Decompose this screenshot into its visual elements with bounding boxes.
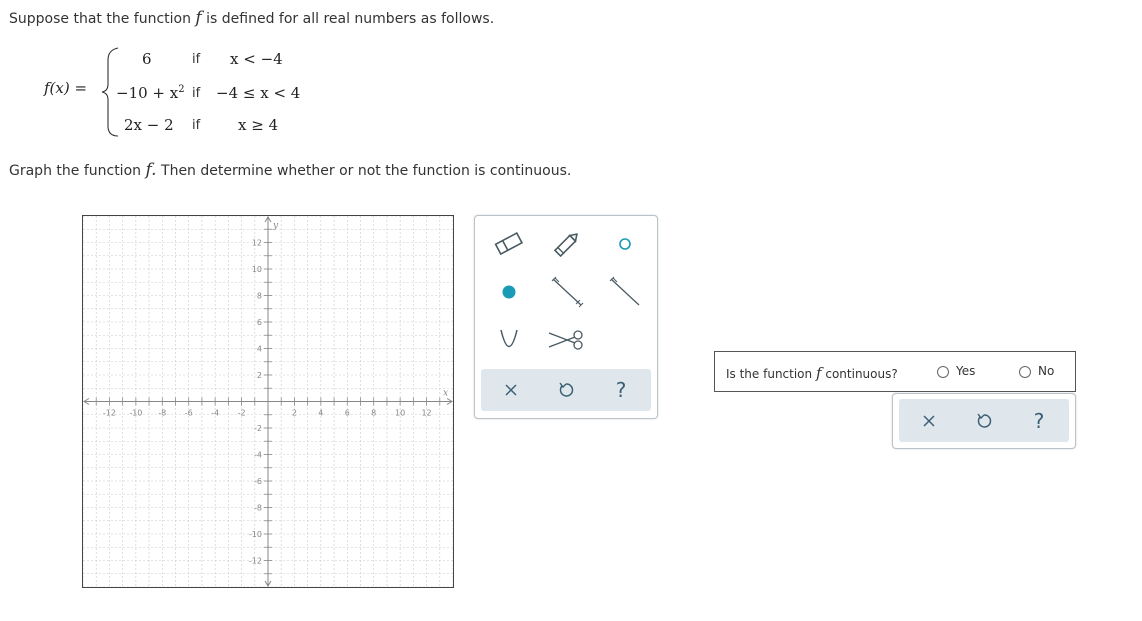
open-circle-icon [617,236,633,252]
closed-point-tool[interactable] [487,272,531,312]
ray-tool[interactable] [603,272,647,312]
line-segment-icon [549,275,585,309]
case-2-condition: −4 ≤ x < 4 [216,84,301,102]
pencil-icon [552,230,582,258]
continuity-toolbar [899,399,1069,442]
x-axis-label: x [443,388,449,399]
yes-radio[interactable] [937,366,949,378]
fx-label: f(x) = [44,79,88,97]
case-1-if: if [192,52,201,67]
close-icon [922,414,936,428]
continuity-clear-button[interactable] [901,399,957,442]
parabola-icon [497,327,521,353]
undo-icon [558,382,574,398]
continuity-undo-button[interactable] [956,399,1012,442]
graph-toolbar [481,369,651,411]
y-tick-label: 8 [256,291,262,301]
x-tick-label: 8 [371,408,377,418]
x-tick-label: -12 [102,408,116,418]
x-tick-label: -2 [237,408,246,418]
yes-label[interactable]: Yes [956,364,976,378]
pencil-tool[interactable] [545,224,589,264]
x-tick-label: 10 [395,408,406,418]
no-label[interactable]: No [1038,364,1055,378]
eraser-tool[interactable] [487,224,531,264]
continuity-help-button[interactable] [1011,399,1067,442]
x-tick-label: -4 [211,408,220,418]
problem-intro: Suppose that the function f is defined for all real numbers as follows. [9,8,495,28]
continuity-prompt: Is the function f continuous? [726,364,898,382]
x-tick-label: 6 [344,408,350,418]
y-tick-label: -8 [254,503,262,513]
open-point-tool[interactable] [603,224,647,264]
y-tick-label: 6 [256,318,262,327]
y-tick-label: -4 [254,450,262,460]
help-icon: ? [615,378,627,402]
scissors-icon [547,327,587,353]
function-name: f [195,8,202,28]
help-icon: ? [1033,408,1045,433]
undo-button[interactable] [538,369,594,411]
x-tick-label: 12 [421,408,432,418]
piecewise-definition [44,46,314,138]
parabola-tool[interactable] [487,320,531,360]
coordinate-grid[interactable] [83,216,453,587]
case-1-condition: x < −4 [230,50,283,68]
graph-canvas[interactable] [82,215,454,588]
x-tick-label: -6 [184,408,193,418]
y-tick-label: 4 [256,344,262,354]
y-tick-label: -12 [248,556,262,566]
help-button[interactable] [593,369,649,411]
scissors-tool[interactable] [545,320,589,360]
y-axis-label: y [273,221,279,231]
case-1-expr: 6 [142,50,152,68]
instruction-text: Graph the function f. Then determine whether or not the function is continuous. [9,160,572,180]
y-tick-label: 2 [256,371,262,380]
continuity-question [714,351,1076,392]
case-2-expr: $-10 + x^2$ [116,84,185,102]
continuity-toolbar-panel [892,393,1076,449]
y-tick-label: 10 [251,265,262,274]
y-tick-label: -10 [248,530,262,539]
x-tick-label: -10 [129,408,143,418]
x-tick-label: 2 [291,408,297,418]
y-tick-label: 12 [251,238,262,248]
graphing-tools-panel [474,215,658,419]
eraser-icon [494,232,524,256]
case-3-if: if [192,118,201,133]
y-tick-label: -6 [254,477,262,486]
case-3-condition: x ≥ 4 [238,116,279,134]
x-tick-label: 4 [318,408,324,418]
clear-button[interactable] [483,369,539,411]
case-3-expr: 2x − 2 [124,116,174,134]
ray-icon [607,275,643,309]
undo-icon [976,413,992,429]
y-tick-label: -2 [254,424,262,433]
line-segment-tool[interactable] [545,272,589,312]
filled-circle-icon [500,283,518,301]
no-radio[interactable] [1019,366,1031,378]
case-2-if: if [192,86,201,101]
x-tick-label: -8 [158,408,167,418]
close-icon [504,383,518,397]
